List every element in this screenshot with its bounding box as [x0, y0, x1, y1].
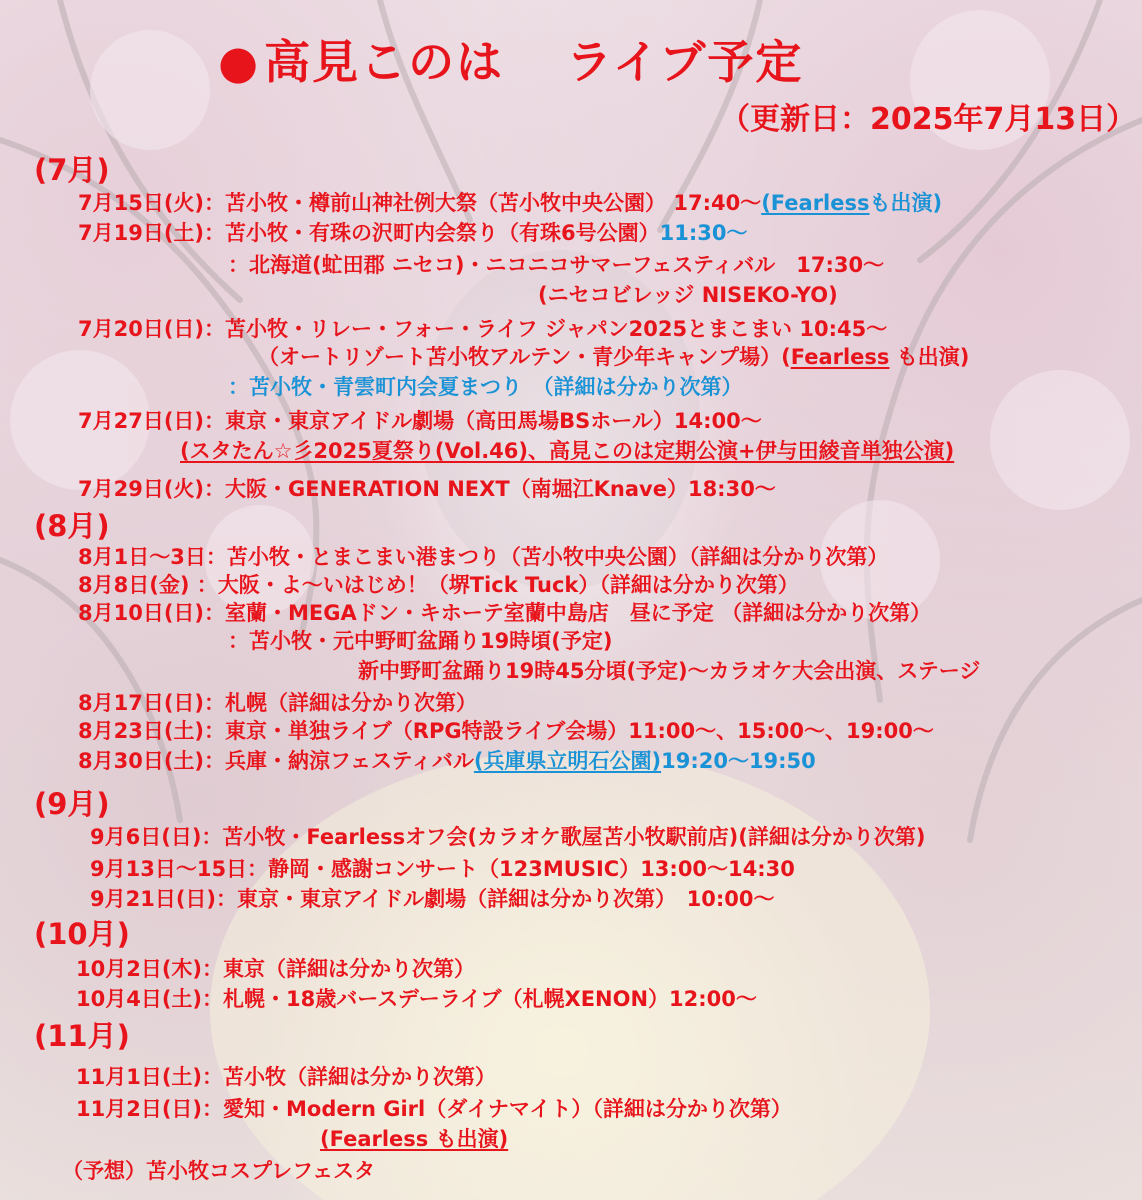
schedule-row-venue: （オートリゾート苫小牧アルテン・青少年キャンプ場）(Fearless も出演) — [258, 345, 970, 369]
row-date: 11月1日(土)： — [76, 1065, 224, 1089]
title-subtitle: ライブ予定 — [566, 35, 804, 89]
schedule-row — [78, 598, 931, 628]
row-venue: (兵庫県立明石公園) — [473, 749, 662, 773]
row-text: 大阪・よ〜いはじめ！（堺Tick Tuck）（詳細は分かり次第） — [217, 573, 799, 597]
schedule-row — [90, 884, 774, 914]
row-text: 大阪・GENERATION NEXT（南堀江Knave）18:30〜 — [225, 477, 776, 501]
month-heading-october: (10月) — [34, 917, 130, 951]
fearless-note: (Fearless — [761, 191, 870, 215]
schedule-row — [78, 746, 816, 776]
row-text: 苫小牧・樽前山神社例大祭（苫小牧中央公園） 17:40〜 — [225, 191, 762, 215]
schedule-row: （予想）苫小牧コスプレフェスタ — [62, 1159, 376, 1183]
schedule-row — [78, 406, 762, 436]
row-date: 7月19日(土)： — [78, 221, 226, 245]
row-text: 苫小牧（詳細は分かり次第） — [223, 1065, 497, 1089]
page-title — [218, 26, 803, 92]
bullet-icon: ● — [218, 35, 261, 89]
row-date: 8月8日(金) ： — [78, 573, 218, 597]
row-date: 8月30日(土)： — [78, 749, 226, 773]
schedule-row — [78, 542, 888, 572]
fearless-note: Fearless — [790, 345, 890, 369]
row-text: 東京・東京アイドル劇場（高田馬場BSホール）14:00〜 — [225, 409, 762, 433]
row-text: 札幌・18歳バースデーライブ（札幌XENON）12:00〜 — [223, 987, 757, 1011]
row-time: 11:30〜 — [659, 221, 748, 245]
row-date: 9月21日(日)： — [90, 887, 238, 911]
fearless-note: (Fearless も出演) — [320, 1127, 509, 1151]
schedule-row — [90, 822, 925, 852]
schedule-row — [90, 854, 795, 884]
row-date: 8月10日(日)： — [78, 601, 226, 625]
row-date: 7月15日(火)： — [78, 191, 226, 215]
row-date: 7月27日(日)： — [78, 409, 226, 433]
schedule-row — [78, 570, 799, 600]
schedule-row: ：苫小牧・元中野町盆踊り19時頃(予定) — [228, 629, 613, 653]
schedule-row: ：苫小牧・青雲町内会夏まつり （詳細は分かり次第） — [228, 375, 743, 399]
row-text: 東京・単独ライブ（RPG特設ライブ会場）11:00〜、15:00〜、19:00〜 — [225, 719, 934, 743]
schedule-row — [78, 218, 748, 248]
row-text: 苫小牧・とまこまい港まつり（苫小牧中央公園）（詳細は分かり次第） — [226, 545, 889, 569]
row-date: 10月2日(木)： — [76, 957, 224, 981]
schedule-row — [76, 1094, 792, 1124]
schedule-row: ：北海道(虻田郡 ニセコ)・ニコニコサマーフェスティバル 17:30〜 — [228, 253, 885, 277]
row-text: 愛知・Modern Girl（ダイナマイト）（詳細は分かり次第） — [223, 1097, 792, 1121]
updated-date: （更新日：2025年7月13日） — [720, 102, 1137, 137]
month-heading-september: (9月) — [34, 787, 110, 821]
month-heading-july: (7月) — [34, 153, 110, 187]
month-heading-november: (11月) — [34, 1019, 130, 1053]
schedule-row — [76, 954, 475, 984]
schedule-row — [78, 474, 776, 504]
row-date: 7月29日(火)： — [78, 477, 226, 501]
row-date: 11月2日(日)： — [76, 1097, 224, 1121]
schedule-row — [78, 688, 477, 718]
row-text: 東京（詳細は分かり次第） — [223, 957, 476, 981]
schedule-row — [76, 1062, 496, 1092]
schedule-row-detail: 新中野町盆踊り19時45分頃(予定)〜カラオケ大会出演、ステージ — [358, 659, 981, 683]
schedule-row — [76, 984, 757, 1014]
row-date: 7月20日(日)： — [78, 317, 226, 341]
schedule-row — [78, 314, 887, 344]
fearless-note-tail: も出演) — [869, 191, 943, 215]
schedule-row-venue: (ニセコビレッジ NISEKO-YO) — [538, 283, 838, 307]
row-date: 9月6日(日)： — [90, 825, 223, 849]
row-text: 兵庫・納涼フェスティバル — [225, 749, 474, 773]
schedule-row-note: (スタたん☆彡2025夏祭り(Vol.46)、高見このは定期公演+伊与田綾音単独公演) — [180, 439, 955, 463]
row-text: 苫小牧・Fearlessオフ会(カラオケ歌屋苫小牧駅前店)(詳細は分かり次第) — [222, 825, 926, 849]
schedule-row — [78, 188, 942, 218]
row-text: 苫小牧・有珠の沢町内会祭り（有珠6号公園） — [225, 221, 660, 245]
row-date: 8月1日〜3日： — [78, 545, 227, 569]
row-date: 10月4日(土)： — [76, 987, 224, 1011]
row-text: 苫小牧・リレー・フォー・ライフ ジャパン2025とまこまい 10:45〜 — [225, 317, 888, 341]
title-name: 高見このは — [264, 35, 505, 89]
row-text: 静岡・感謝コンサート（123MUSIC）13:00〜14:30 — [268, 857, 795, 881]
row-date: 9月13日〜15日： — [90, 857, 269, 881]
row-text: 札幌（詳細は分かり次第） — [225, 691, 478, 715]
row-date: 8月17日(日)： — [78, 691, 226, 715]
schedule-row — [78, 716, 934, 746]
row-text: 東京・東京アイドル劇場（詳細は分かり次第） 10:00〜 — [237, 887, 775, 911]
row-text: 室蘭・MEGAドン・キホーテ室蘭中島店 昼に予定 （詳細は分かり次第） — [225, 601, 932, 625]
row-date: 8月23日(土)： — [78, 719, 226, 743]
row-time: 19:20〜19:50 — [661, 749, 816, 773]
month-heading-august: (8月) — [34, 509, 110, 543]
